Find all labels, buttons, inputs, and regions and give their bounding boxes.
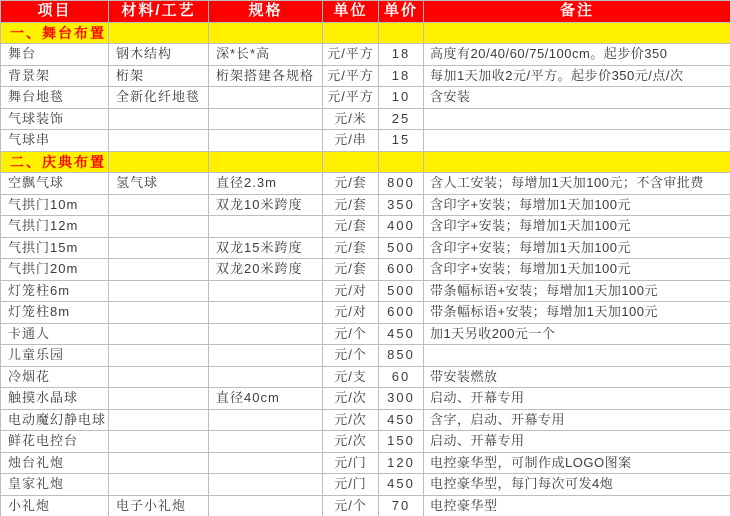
section-row [1,22,730,44]
item-row [1,431,730,453]
cell-remark: 含安装 [424,87,730,109]
cell-spec [209,409,323,431]
item-row [1,495,730,516]
cell-remark: 含字，启动、开幕专用 [424,409,730,431]
cell-unit: 元/次 [323,431,379,453]
cell-remark: 带条幅标语+安装；每增加1天加100元 [424,280,730,302]
section-label: 二、庆典布置 [1,151,109,173]
cell-material: 氢气球 [109,173,209,195]
cell-spec [209,280,323,302]
cell-material: 电子小礼炮 [109,495,209,516]
cell-remark [424,108,730,130]
cell-remark: 含人工安装；每增加1天加100元；不含审批费 [424,173,730,195]
section-label: 一、舞台布置 [1,22,109,44]
cell-spec: 直径40cm [209,388,323,410]
cell-item: 气拱门10m [1,194,109,216]
cell-price: 300 [379,388,424,410]
cell-item: 冷烟花 [1,366,109,388]
cell-remark: 电控豪华型 [424,495,730,516]
cell-remark: 含印字+安装；每增加1天加100元 [424,216,730,238]
item-row [1,280,730,302]
cell-remark: 带条幅标语+安装；每增加1天加100元 [424,302,730,324]
cell-unit: 元/套 [323,194,379,216]
section-cell [109,151,209,173]
cell-material: 钢木结构 [109,44,209,66]
cell-unit: 元/对 [323,302,379,324]
cell-item: 烛台礼炮 [1,452,109,474]
table-header [1,1,730,23]
cell-remark: 含印字+安装；每增加1天加100元 [424,194,730,216]
cell-material [109,388,209,410]
cell-item: 鲜花电控台 [1,431,109,453]
cell-item: 气拱门15m [1,237,109,259]
cell-spec [209,452,323,474]
section-row [1,151,730,173]
column-header-remark: 备注 [424,1,730,23]
section-cell [209,22,323,44]
cell-spec [209,323,323,345]
cell-item: 皇家礼炮 [1,474,109,496]
cell-item: 舞台地毯 [1,87,109,109]
cell-spec [209,108,323,130]
cell-item: 空飘气球 [1,173,109,195]
cell-unit: 元/平方 [323,87,379,109]
cell-price: 450 [379,409,424,431]
cell-unit: 元/串 [323,130,379,152]
cell-price: 18 [379,44,424,66]
cell-price: 150 [379,431,424,453]
section-cell [323,22,379,44]
cell-unit: 元/次 [323,388,379,410]
cell-unit: 元/门 [323,452,379,474]
price-table-body [1,22,730,516]
cell-material [109,194,209,216]
cell-item: 背景架 [1,65,109,87]
item-row [1,194,730,216]
cell-material [109,302,209,324]
cell-spec [209,495,323,516]
column-header-unit: 单位 [323,1,379,23]
cell-material [109,474,209,496]
cell-remark: 启动、开幕专用 [424,431,730,453]
cell-item: 触摸水晶球 [1,388,109,410]
cell-spec [209,366,323,388]
cell-unit: 元/平方 [323,65,379,87]
cell-unit: 元/次 [323,409,379,431]
column-header-spec: 规格 [209,1,323,23]
cell-spec: 双龙20米跨度 [209,259,323,281]
cell-remark: 加1天另收200元一个 [424,323,730,345]
cell-material [109,259,209,281]
cell-unit: 元/套 [323,237,379,259]
cell-item: 气拱门20m [1,259,109,281]
cell-material [109,280,209,302]
cell-spec: 直径2.3m [209,173,323,195]
cell-item: 灯笼柱8m [1,302,109,324]
item-row [1,130,730,152]
cell-material [109,431,209,453]
cell-item: 舞台 [1,44,109,66]
item-row [1,323,730,345]
section-cell [379,22,424,44]
cell-item: 气拱门12m [1,216,109,238]
cell-spec [209,345,323,367]
cell-unit: 元/米 [323,108,379,130]
item-row [1,87,730,109]
section-cell [209,151,323,173]
cell-item: 儿童乐园 [1,345,109,367]
cell-unit: 元/平方 [323,44,379,66]
cell-unit: 元/对 [323,280,379,302]
cell-price: 70 [379,495,424,516]
item-row [1,366,730,388]
cell-spec [209,474,323,496]
cell-spec [209,431,323,453]
item-row [1,302,730,324]
cell-remark: 启动、开幕专用 [424,388,730,410]
cell-price: 450 [379,474,424,496]
item-row [1,173,730,195]
item-row [1,65,730,87]
cell-remark: 电控豪华型，每门每次可发4炮 [424,474,730,496]
cell-spec [209,87,323,109]
cell-material [109,108,209,130]
cell-unit: 元/个 [323,345,379,367]
cell-price: 800 [379,173,424,195]
cell-spec [209,216,323,238]
cell-spec: 深*长*高 [209,44,323,66]
cell-spec [209,302,323,324]
cell-material [109,409,209,431]
cell-price: 850 [379,345,424,367]
cell-spec: 双龙15米跨度 [209,237,323,259]
cell-price: 600 [379,259,424,281]
cell-price: 18 [379,65,424,87]
cell-material [109,366,209,388]
cell-spec: 桁架搭建各规格 [209,65,323,87]
cell-remark: 高度有20/40/60/75/100cm。起步价350 [424,44,730,66]
cell-item: 电动魔幻静电球 [1,409,109,431]
cell-spec [209,130,323,152]
cell-item: 灯笼柱6m [1,280,109,302]
cell-spec: 双龙10米跨度 [209,194,323,216]
section-cell [424,22,730,44]
header-row [1,1,730,23]
section-cell [109,22,209,44]
cell-item: 气球装饰 [1,108,109,130]
cell-price: 500 [379,237,424,259]
item-row [1,216,730,238]
column-header-material: 材料/工艺 [109,1,209,23]
cell-remark [424,130,730,152]
cell-price: 350 [379,194,424,216]
cell-unit: 元/个 [323,495,379,516]
cell-material [109,323,209,345]
cell-material [109,345,209,367]
item-row [1,409,730,431]
cell-price: 10 [379,87,424,109]
cell-remark: 带安装燃放 [424,366,730,388]
item-row [1,237,730,259]
cell-item: 卡通人 [1,323,109,345]
cell-price: 60 [379,366,424,388]
cell-item: 小礼炮 [1,495,109,516]
item-row [1,108,730,130]
section-cell [323,151,379,173]
cell-price: 25 [379,108,424,130]
cell-price: 120 [379,452,424,474]
cell-material: 桁架 [109,65,209,87]
cell-item: 气球串 [1,130,109,152]
cell-material: 全新化纤地毯 [109,87,209,109]
item-row [1,388,730,410]
cell-unit: 元/个 [323,323,379,345]
section-cell [424,151,730,173]
cell-unit: 元/门 [323,474,379,496]
cell-material [109,237,209,259]
cell-material [109,216,209,238]
cell-unit: 元/套 [323,173,379,195]
item-row [1,452,730,474]
cell-remark [424,345,730,367]
item-row [1,259,730,281]
item-row [1,345,730,367]
cell-remark: 含印字+安装；每增加1天加100元 [424,259,730,281]
cell-unit: 元/套 [323,216,379,238]
cell-material [109,130,209,152]
cell-unit: 元/支 [323,366,379,388]
cell-price: 450 [379,323,424,345]
cell-remark: 电控豪华型，可制作成LOGO图案 [424,452,730,474]
item-row [1,474,730,496]
column-header-price: 单价 [379,1,424,23]
cell-price: 500 [379,280,424,302]
cell-price: 15 [379,130,424,152]
cell-unit: 元/套 [323,259,379,281]
column-header-item: 项目 [1,1,109,23]
cell-price: 600 [379,302,424,324]
section-cell [379,151,424,173]
cell-remark: 含印字+安装；每增加1天加100元 [424,237,730,259]
item-row [1,44,730,66]
cell-material [109,452,209,474]
cell-price: 400 [379,216,424,238]
cell-remark: 每加1天加收2元/平方。起步价350元/点/次 [424,65,730,87]
